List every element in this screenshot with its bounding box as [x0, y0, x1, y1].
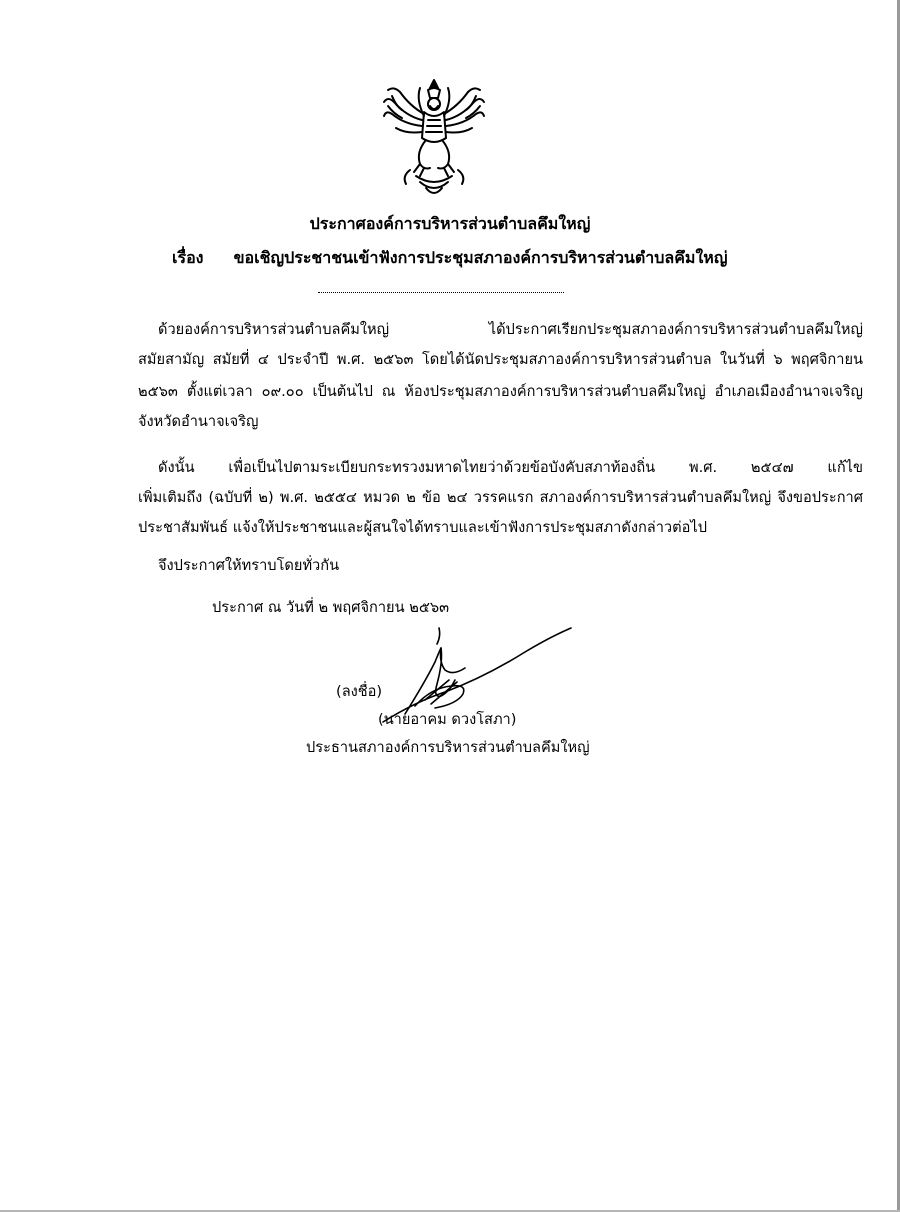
garuda-emblem-icon [380, 76, 488, 200]
paragraph-1-line: จังหวัดอำนาจเจริญ [138, 413, 259, 430]
announcement-date: ประกาศ ณ วันที่ ๒ พฤศจิกายน ๒๕๖๓ [212, 599, 450, 616]
closing-statement: จึงประกาศให้ทราบโดยทั่วกัน [158, 557, 340, 574]
subject-text: ขอเชิญประชาชนเข้าฟังการประชุมสภาองค์การบริหารส่วนตำบลคึมใหญ่ [233, 248, 728, 267]
paragraph-1-line: สมัยสามัญ สมัยที่ ๔ ประจำปี พ.ศ. ๒๕๖๓ โดยได้นัดประชุมสภาองค์การบริหารส่วนตำบล ในวันที่ ๖ พฤศจิกายน [138, 351, 863, 368]
signer-position: ประธานสภาองค์การบริหารส่วนตำบลคึมใหญ่ [306, 739, 590, 756]
signer-name: (นายอาคม ดวงโสภา) [378, 711, 517, 728]
paragraph-2-line: เพิ่มเติมถึง (ฉบับที่ ๒) พ.ศ. ๒๕๕๔ หมวด ๒ ข้อ ๒๔ วรรคแรก สภาองค์การบริหารส่วนตำบลคึมใหญ่ จึงขอประกาศ [138, 489, 863, 506]
paragraph-1-line: ๒๕๖๓ ตั้งแต่เวลา ๐๙.๐๐ เป็นต้นไป ณ ห้องประชุมสภาองค์การบริหารส่วนตำบลคึมใหญ่ อำเภอเมืองอำนาจเจริญ [138, 383, 863, 400]
announcement-title: ประกาศองค์การบริหารส่วนตำบลคึมใหญ่ [309, 214, 591, 233]
subject-line [172, 246, 727, 271]
paragraph-1-line: ด้วยองค์การบริหารส่วนตำบลคึมใหญ่ ได้ประกาศเรียกประชุมสภาองค์การบริหารส่วนตำบลคึมใหญ่ [158, 321, 863, 338]
signed-label: (ลงชื่อ) [336, 683, 383, 700]
subject-label: เรื่อง [172, 248, 204, 267]
paragraph-2-line: ประชาสัมพันธ์ แจ้งให้ประชาชนและผู้สนใจได้ทราบและเข้าฟังการประชุมสภาดังกล่าวต่อไป [138, 519, 707, 536]
dotted-separator [318, 292, 564, 293]
paragraph-2-line: ดังนั้น เพื่อเป็นไปตามระเบียบกระทรวงมหาดไทยว่าด้วยข้อบังคับสภาท้องถิ่น พ.ศ. ๒๕๔๗ แก้ไข [158, 459, 863, 476]
